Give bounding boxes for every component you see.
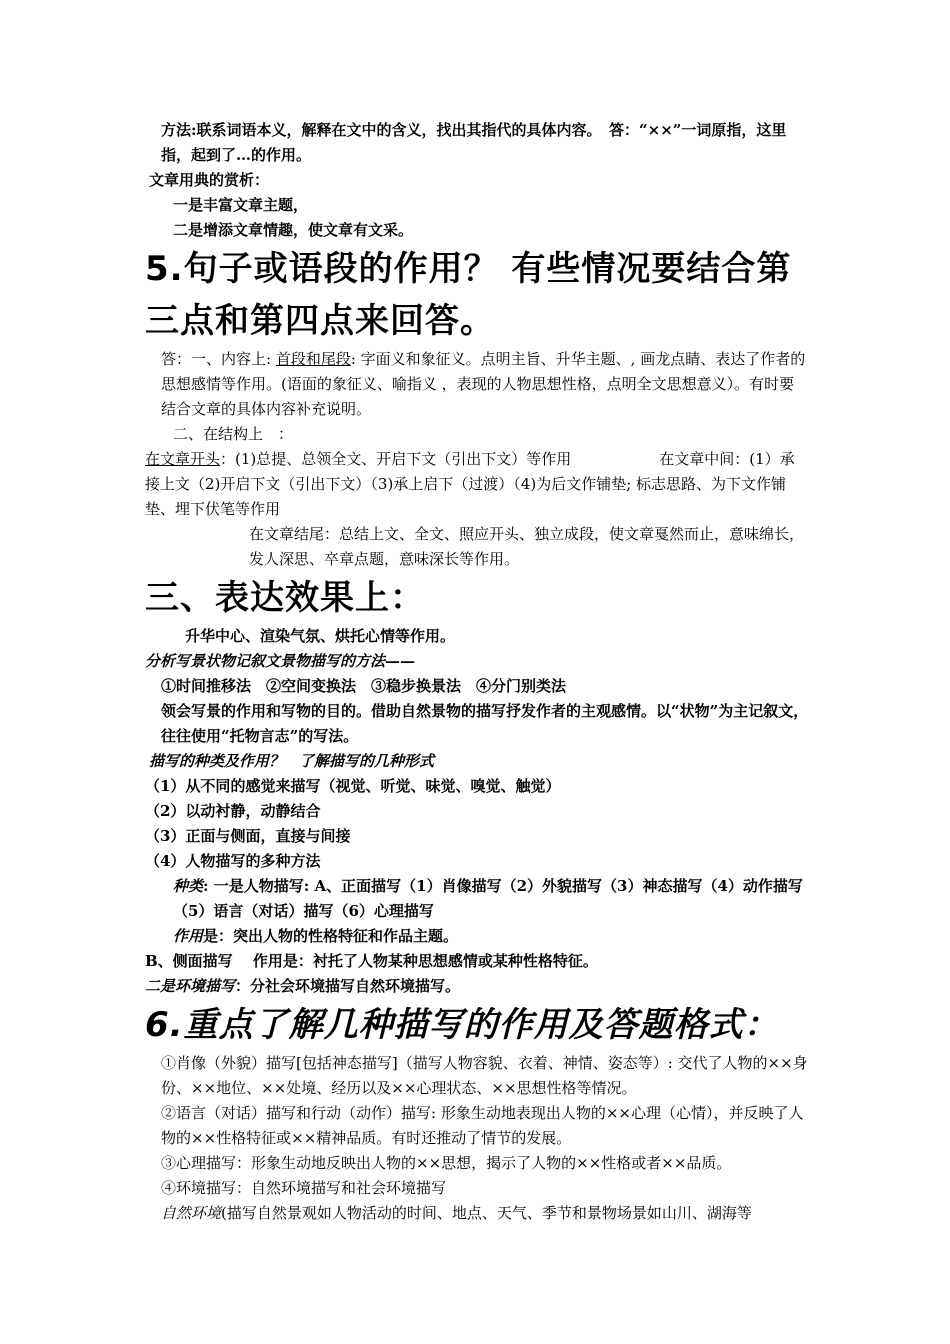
description-item-3: （3）正面与侧面，直接与间接 [145, 827, 351, 845]
method-line: 方法:联系词语本义，解释在文中的含义，找出其指代的具体内容。 答：“××”一词原指，这里指，起到了…的作用。 [161, 121, 787, 164]
content-answer [145, 347, 809, 422]
ending-text: 在文章结尾：总结上文、全文、照应开头、独立成段，使文章戛然而止，意味绵长，发人深思、卒章点题，意味深长等作用。 [249, 525, 805, 568]
first-last-paragraph-text: 首段和尾段 [275, 350, 351, 368]
middle-text: 在文章中间：(1）承接上文（2)开启下文（引出下文）（3)承上启下（过渡）（4)为后文作铺垫; 标志思路、为下文作铺垫、埋下伏笔等作用 [145, 450, 795, 518]
structure-beginning-middle [145, 447, 809, 522]
environment-description [145, 974, 809, 999]
natural-environment [145, 1201, 809, 1226]
scenery-method-heading: 分析写景状物记叙文景物描写的方法—— [145, 652, 416, 670]
psychological-description: ③心理描写：形象生动地反映出人物的××思想，揭示了人物的××性格或者××品质。 [161, 1154, 732, 1172]
scenery-methods: ①时间推移法 ②空间变换法 ③稳步换景法 ④分门别类法 [161, 677, 567, 695]
beginning-text: ：(1)总提、总领全文、开启下文（引出下文）等作用 [220, 450, 572, 468]
character-function [145, 924, 809, 949]
natural-environment-text: (描写自然景观如人物活动的时间、地点、天气、季节和景物场景如山川、湖海等 [221, 1204, 752, 1222]
structure-ending [145, 522, 809, 572]
description-item-4: （4）人物描写的多种方法 [145, 852, 321, 870]
function-text: 是：突出人物的性格特征和作品主题。 [203, 927, 459, 945]
side-description: B、侧面描写 作用是：衬托了人物某种思想感情或某种性格特征。 [145, 952, 598, 970]
environment-label: 二是环境描写 [145, 977, 236, 995]
content-answer-lead: 答：一、内容上: [161, 350, 276, 368]
heading-6: 6.重点了解几种描写的作用及答题格式： [145, 1005, 779, 1045]
heading-5: 5.句子或语段的作用？ 有些情况要结合第三点和第四点来回答。 [145, 249, 792, 341]
allusion-point-2: 二是增添文章情趣，使文章有文采。 [173, 221, 414, 239]
portrait-description: ①肖像（外貌）描写[包括神态描写]（描写人物容貌、衣着、神情、姿态等）: 交代了人物的××身份、××地位、××处境、经历以及××心理状态、××思想性格等情况。 [161, 1054, 808, 1097]
environment-description-item: ④环境描写：自然环境描写和社会环境描写 [161, 1179, 447, 1197]
beginning-label: 在文章开头 [145, 450, 221, 468]
speech-action-description: ②语言（对话）描写和行动（动作）描写: 形象生动地表现出人物的××心理（心情），并反映了人物的××性格特征或××精神品质。有时还推动了情节的发展。 [161, 1104, 804, 1147]
scenery-purpose: 领会写景的作用和写物的目的。借助自然景物的描写抒发作者的主观感情。以“状物”为主记叙文，往往使用“托物言志”的写法。 [161, 702, 809, 745]
heading-3: 三、表达效果上： [145, 578, 425, 618]
description-types-heading: 描写的种类及作用？ 了解描写的几种形式 [149, 752, 435, 770]
effect-line: 升华中心、渲染气氛、烘托心情等作用。 [185, 627, 456, 645]
types-text: : 一是人物描写: A、正面描写（1）肖像描写（2）外貌描写（3）神态描写（4）动作描写 （5）语言（对话）描写（6）心理描写 [173, 877, 818, 920]
allusion-point-1: 一是丰富文章主题， [173, 196, 309, 214]
description-item-2: （2）以动衬静，动静结合 [145, 802, 321, 820]
natural-environment-label: 自然环境 [161, 1204, 222, 1222]
document-body [145, 118, 818, 1226]
types-label: 种类 [173, 877, 204, 895]
function-label: 作用 [173, 927, 204, 945]
structure-heading: 二、在结构上 ： [173, 425, 294, 443]
environment-text: ：分社会环境描写自然环境描写。 [235, 977, 461, 995]
content-answer-body: : 字面义和象征义。点明主旨、升华主题、, 画龙点睛、表达了作者的思想感情等作用。(语面的象征义、喻指义 ，表现的人物思想性格，点明全文思想意义）。有时要结合文章的具体内容补充说明。 [161, 350, 806, 418]
description-item-1: （1）从不同的感觉来描写（视觉、听觉、味觉、嗅觉、触觉） [145, 777, 561, 795]
allusion-heading: 文章用典的赏析： [149, 171, 270, 189]
character-types [145, 874, 818, 924]
